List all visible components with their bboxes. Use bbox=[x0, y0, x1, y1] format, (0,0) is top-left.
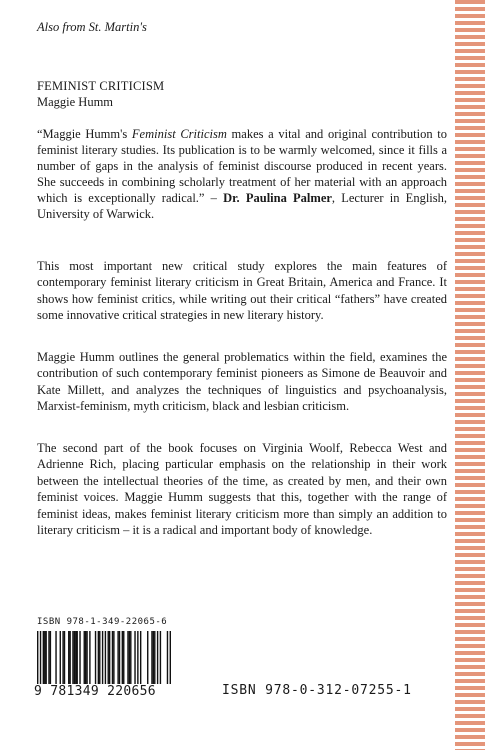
barcode-bar bbox=[130, 631, 131, 688]
barcode-bar bbox=[55, 631, 56, 688]
barcode-bar bbox=[122, 631, 123, 688]
barcode-bar bbox=[137, 631, 138, 688]
barcode-bar bbox=[117, 631, 118, 688]
barcode-bar bbox=[44, 631, 45, 688]
barcode-bar bbox=[50, 631, 51, 688]
review-quote bbox=[37, 126, 447, 222]
barcode-bar bbox=[43, 631, 44, 688]
barcode-bar bbox=[129, 631, 130, 688]
barcode-bar bbox=[127, 631, 128, 688]
barcode-bar bbox=[72, 631, 73, 688]
barcode-digits: 9 781349 220656 bbox=[34, 684, 179, 699]
description-paragraph-3: The second part of the book focuses on Virginia Woolf, Rebecca West and Adrienne Rich, placing particular emphasis on the relationship in their work between the intellectual theories of the time, as created by men, and their own feminist voices. Maggie Humm suggests that this, together with the range of feminist ideas, makes feminist literary criticism more than simply an addition to literary criticism – it is a radical and important body of knowledge. bbox=[37, 441, 447, 538]
barcode-bar bbox=[84, 631, 85, 688]
barcode-bar bbox=[68, 631, 69, 688]
description-paragraph-2: Maggie Humm outlines the general problematics within the field, examines the contribution of such contemporary feminist pioneers as Simone de Beauvoir and Kate Millett, and analyzes the techniques of linguistics and psychoanalysis, Marxist-feminism, myth criticism, black and lesbian criticism. bbox=[37, 350, 447, 414]
barcode-bar bbox=[85, 631, 86, 688]
book-author: Maggie Humm bbox=[37, 95, 114, 109]
barcode-bar bbox=[48, 631, 49, 688]
reviewer-name: Dr. Paulina Palmer bbox=[223, 191, 332, 205]
series-heading: Also from St. Martin's bbox=[37, 20, 147, 34]
barcode-bar bbox=[134, 631, 135, 688]
isbn-number: ISBN 978-0-312-07255-1 bbox=[222, 683, 412, 698]
quote-body: makes a vital and original contribution to feminist literary studies. Its publication is to be warmly welcomed, since it fills a number of gaps in the analysis of feminist discourse produced in recent years. She succeeds in combining scholarly treatment of her material with an approach which is exceptionally radical.” – bbox=[37, 127, 448, 205]
barcode-bar bbox=[75, 631, 76, 688]
barcode-bar bbox=[112, 631, 113, 688]
barcode-bar bbox=[60, 631, 61, 688]
barcode-bar bbox=[95, 631, 96, 688]
description-paragraph-1: This most important new critical study explores the main features of contemporary feminist literary criticism in Great Britain, America and France. It shows how feminist critics, while writing out their critical “fathers” have created some innovative critical strategies in new literary history. bbox=[37, 259, 447, 323]
decorative-stripe-band bbox=[455, 0, 485, 750]
barcode-bar bbox=[74, 631, 75, 688]
barcode-bar bbox=[140, 631, 141, 688]
barcode-bar bbox=[99, 631, 100, 688]
barcode-bar bbox=[109, 631, 110, 688]
barcode-bar bbox=[157, 631, 158, 688]
barcode-bar bbox=[76, 631, 77, 688]
barcode-bar bbox=[113, 631, 114, 688]
barcode-isbn-label: ISBN 978-1-349-22065-6 bbox=[37, 617, 168, 627]
barcode-bar bbox=[86, 631, 87, 688]
barcode-bar bbox=[98, 631, 99, 688]
barcode-bar bbox=[45, 631, 46, 688]
barcode-bar bbox=[69, 631, 70, 688]
barcode-bar bbox=[62, 631, 63, 688]
barcode-bar bbox=[153, 631, 154, 688]
barcode-bar bbox=[89, 631, 90, 688]
barcode-bar bbox=[79, 631, 80, 688]
quote-book-title: Feminist Criticism bbox=[131, 127, 227, 141]
barcode-bar bbox=[64, 631, 65, 688]
reviewer-role: , Lecturer in English, University of Warwick. bbox=[37, 191, 447, 221]
barcode-bar bbox=[151, 631, 152, 688]
book-title: FEMINIST CRITICISM bbox=[37, 79, 165, 93]
barcode-bar bbox=[123, 631, 124, 688]
barcode-bar bbox=[147, 631, 148, 688]
barcode-bar bbox=[119, 631, 120, 688]
quote-open: “Maggie Humm's bbox=[37, 127, 132, 141]
barcode-bar bbox=[154, 631, 155, 688]
barcode-bar bbox=[108, 631, 109, 688]
barcode-bar bbox=[160, 631, 161, 688]
